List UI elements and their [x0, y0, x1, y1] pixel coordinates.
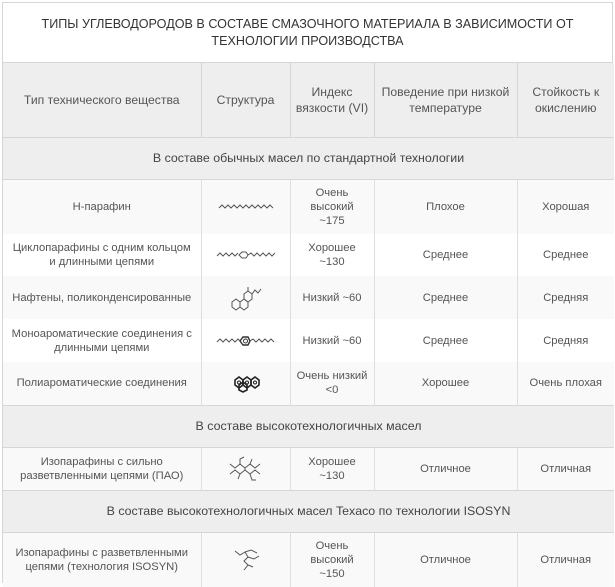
header-row [3, 63, 614, 137]
polyaromatic-structure-icon [231, 373, 261, 393]
cell-type: Н-парафин [3, 179, 201, 234]
cell-oxidation: Отличная [517, 532, 614, 587]
cell-vi: Хорошее ~130 [290, 234, 374, 276]
cell-oxidation: Среднее [517, 234, 614, 276]
cell-type: Циклопарафины с одним кольцом и длинными цепями [3, 234, 201, 276]
table-row [3, 532, 614, 587]
table-row [3, 362, 614, 405]
cell-structure [201, 179, 290, 234]
header-oxidation: Стойкость к окислению [517, 63, 614, 137]
cell-vi: Хорошее ~130 [290, 447, 374, 490]
cell-structure [201, 532, 290, 587]
header-type: Тип технического вещества [3, 63, 201, 137]
cell-oxidation: Средняя [517, 276, 614, 319]
cell-type: Полиароматические соединения [3, 362, 201, 405]
cell-structure [201, 362, 290, 405]
section-title: В составе обычных масел по стандартной технологии [3, 137, 614, 179]
table-row [3, 179, 614, 234]
cell-vi: Низкий ~60 [290, 276, 374, 319]
cell-low-temp: Хорошее [374, 362, 517, 405]
pao-isoparaffin-structure-icon [226, 456, 266, 482]
cell-structure [201, 319, 290, 362]
hydrocarbon-table-card [2, 2, 613, 583]
table-row [3, 234, 614, 276]
cell-vi: Низкий ~60 [290, 319, 374, 362]
cell-structure [201, 447, 290, 490]
cell-type: Нафтены, поликонденсированные [3, 276, 201, 319]
cell-low-temp: Среднее [374, 234, 517, 276]
cycloparaffin-structure-icon [215, 249, 277, 261]
cell-oxidation: Средняя [517, 319, 614, 362]
cell-oxidation: Отличная [517, 447, 614, 490]
table-row [3, 447, 614, 490]
cell-type: Изопарафины с разветвленными цепями (технология ISOSYN) [3, 532, 201, 587]
header-vi: Индекс вязкости (VI) [290, 63, 374, 137]
section-row [3, 137, 614, 179]
monoaromatic-structure-icon [215, 334, 277, 348]
cell-low-temp: Отличное [374, 532, 517, 587]
naphthene-structure-icon [226, 284, 266, 312]
cell-low-temp: Отличное [374, 447, 517, 490]
cell-type: Моноароматические соединения с длинными цепями [3, 319, 201, 362]
n-paraffin-structure-icon [217, 202, 275, 212]
cell-structure [201, 276, 290, 319]
cell-oxidation: Очень плохая [517, 362, 614, 405]
header-low-temp: Поведение при низкой температуре [374, 63, 517, 137]
hydrocarbon-table [3, 63, 614, 587]
section-title: В составе высокотехнологичных масел [3, 405, 614, 447]
cell-vi: Очень низкий <0 [290, 362, 374, 405]
cell-low-temp: Среднее [374, 319, 517, 362]
cell-type: Изопарафины с сильно разветвленными цепями (ПАО) [3, 447, 201, 490]
section-title: В составе высокотехнологичных масел Texaco по технологии ISOSYN [3, 490, 614, 532]
cell-vi: Очень высокий ~150 [290, 532, 374, 587]
section-row [3, 490, 614, 532]
table-row [3, 276, 614, 319]
section-row [3, 405, 614, 447]
table-title: ТИПЫ УГЛЕВОДОРОДОВ В СОСТАВЕ СМАЗОЧНОГО МАТЕРИАЛА В ЗАВИСИМОСТИ ОТ ТЕХНОЛОГИИ ПРОИЗВОДСТВА [3, 3, 612, 63]
table-row [3, 319, 614, 362]
cell-low-temp: Среднее [374, 276, 517, 319]
isosyn-isoparaffin-structure-icon [229, 547, 263, 573]
cell-vi: Очень высокий ~175 [290, 179, 374, 234]
cell-low-temp: Плохое [374, 179, 517, 234]
cell-oxidation: Хорошая [517, 179, 614, 234]
cell-structure [201, 234, 290, 276]
header-structure: Структура [201, 63, 290, 137]
